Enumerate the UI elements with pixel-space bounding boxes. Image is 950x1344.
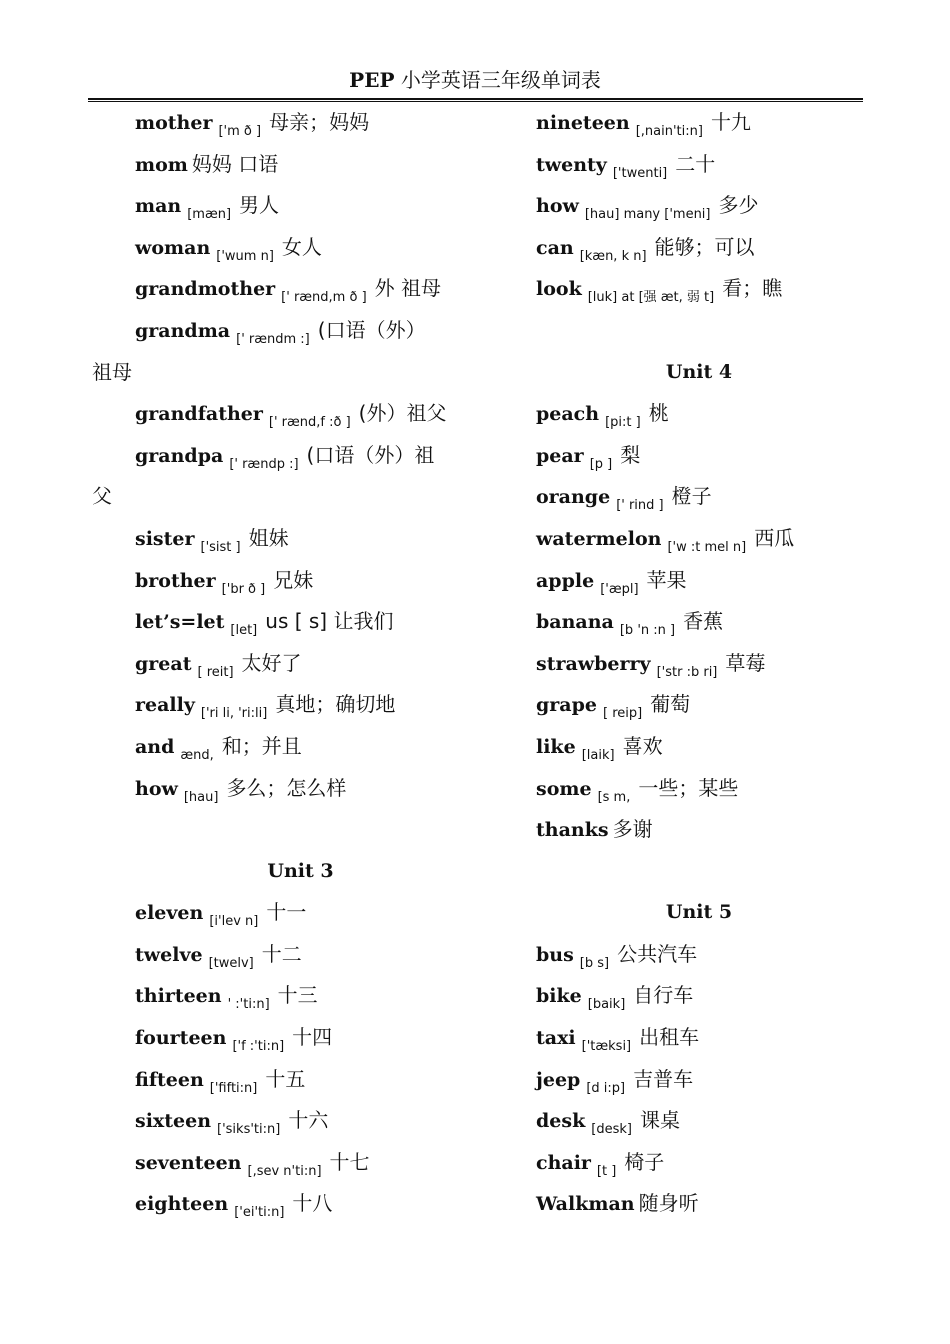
vocab-phonetic: [p ] (589, 456, 613, 472)
vocab-meaning: 多少 (718, 193, 759, 218)
vocab-word: seventeen (135, 1151, 242, 1174)
vocab-entry (489, 726, 869, 768)
vocab-phonetic: ['ei'ti:n] (234, 1205, 285, 1221)
vocab-entry (88, 726, 473, 768)
vocab-word: grandfather (135, 403, 263, 426)
vocab-phonetic: [b 'n :n ] (619, 623, 676, 639)
vocab-phonetic: [s m, (597, 789, 631, 805)
vocab-word: strawberry (536, 652, 651, 675)
vocab-meaning: 梨 (620, 442, 641, 467)
vocab-phonetic: [' rænd,m ð ] (281, 290, 367, 306)
vocab-list-unit-5 (489, 934, 869, 1225)
vocab-phonetic: [twelv] (208, 955, 254, 971)
vocab-meaning: 十七 (329, 1149, 370, 1174)
vocab-word: let’s=let (135, 611, 225, 634)
vocab-entry (489, 102, 869, 144)
vocab-list-left (88, 102, 473, 809)
vocab-meaning: 太好了 (241, 650, 302, 675)
vocab-meaning: 男人 (239, 193, 280, 218)
vocab-entry (489, 601, 869, 643)
vocab-word: eleven (135, 902, 204, 925)
vocab-phonetic: ['w :t mel n] (667, 539, 747, 555)
vocab-phonetic: ['tæksi] (581, 1039, 632, 1055)
vocab-entry (88, 560, 473, 602)
vocab-list-unit-3 (88, 892, 473, 1225)
vocab-meaning: 看；瞧 (722, 276, 783, 301)
vocab-word: sixteen (135, 1110, 212, 1133)
vocab-meaning: 十九 (710, 110, 751, 134)
vocab-meaning: 多谢 (612, 817, 653, 842)
vocab-entry (88, 393, 473, 435)
vocab-meaning: 椅子 (624, 1149, 665, 1174)
spacer (88, 809, 473, 851)
vocab-meaning: 兄妹 (273, 567, 314, 592)
vocab-phonetic: ' :'ti:n] (227, 997, 270, 1013)
vocab-entry (489, 643, 869, 685)
vocab-entry (489, 1142, 869, 1184)
vocab-entry (88, 144, 473, 186)
vocab-list-right (489, 102, 869, 310)
vocab-entry (489, 809, 869, 851)
vocab-meaning: 十三 (277, 983, 318, 1008)
vocab-phonetic: [baik] (587, 997, 626, 1013)
vocab-entry (489, 768, 869, 810)
vocab-meaning: 十二 (261, 941, 302, 966)
vocab-entry (88, 268, 473, 310)
vocab-word: taxi (536, 1027, 576, 1050)
vocab-entry (489, 435, 869, 477)
vocab-entry (489, 393, 869, 435)
vocab-meaning: 和；并且 (221, 733, 302, 758)
vocab-phonetic: ['br ð ] (221, 581, 266, 597)
vocab-phonetic: [desk] (591, 1122, 632, 1138)
vocab-word: and (135, 735, 175, 758)
vocab-phonetic: ['fifti:n] (209, 1080, 258, 1096)
vocab-meaning: 吉普车 (633, 1066, 694, 1091)
vocab-word: twelve (135, 943, 203, 966)
vocab-entry (489, 144, 869, 186)
vocab-meaning: 橙子 (671, 484, 712, 509)
vocab-entry (88, 975, 473, 1017)
vocab-word: fifteen (135, 1068, 204, 1091)
vocab-phonetic: ['æpl] (600, 581, 639, 597)
vocab-list-unit-4 (489, 393, 869, 851)
vocab-phonetic: [mæn] (187, 207, 232, 223)
vocab-phonetic: [' rændm :] (236, 331, 310, 347)
vocab-word: Walkman (536, 1193, 635, 1216)
vocab-meaning-continued: 祖母 (92, 359, 132, 384)
vocab-phonetic: [d i:p] (586, 1080, 626, 1096)
vocab-phonetic: ['sist ] (200, 539, 241, 555)
vocab-phonetic: [ reip] (602, 706, 643, 722)
vocab-entry (88, 1183, 473, 1225)
vocab-entry (88, 102, 473, 144)
vocab-word: great (135, 652, 192, 675)
vocab-word: pear (536, 444, 584, 467)
vocab-entry (88, 892, 473, 934)
vocab-entry (88, 185, 473, 227)
vocab-entry (489, 518, 869, 560)
vocab-phonetic: [i'lev n] (209, 914, 259, 930)
vocab-phonetic: [' rind ] (616, 498, 664, 514)
vocab-entry (489, 934, 869, 976)
vocab-entry (88, 768, 473, 810)
vocab-meaning: 桃 (648, 401, 669, 426)
vocab-entry (489, 1183, 869, 1225)
vocab-word: how (536, 195, 579, 218)
vocab-word: banana (536, 611, 614, 634)
vocab-entry (88, 934, 473, 976)
vocab-word: nineteen (536, 112, 630, 134)
vocab-word: chair (536, 1151, 591, 1174)
vocab-phonetic: [t ] (596, 1163, 617, 1179)
vocab-meaning-continued: 父 (92, 484, 112, 509)
spacer (489, 310, 869, 352)
vocab-phonetic: [,sev n'ti:n] (247, 1163, 322, 1179)
vocab-meaning: 一些；某些 (638, 775, 739, 800)
vocab-word: desk (536, 1110, 586, 1133)
page-title-en: PEP (349, 68, 395, 92)
vocab-phonetic: ['str :b ri] (656, 664, 718, 680)
vocab-word: jeep (536, 1068, 581, 1091)
vocab-meaning: 葡萄 (650, 692, 691, 717)
vocab-word: watermelon (536, 527, 662, 550)
vocab-meaning: 自行车 (633, 983, 694, 1008)
vocab-word: sister (135, 527, 195, 550)
right-column (489, 102, 869, 1225)
vocab-entry (489, 1059, 869, 1101)
vocab-meaning: 妈妈 口语 (191, 151, 279, 176)
vocab-phonetic: ['ri li, 'ri:li] (200, 706, 268, 722)
vocab-entry (489, 684, 869, 726)
vocab-entry (88, 1142, 473, 1184)
vocab-word: grandma (135, 319, 231, 342)
vocab-phonetic: [b s] (579, 955, 610, 971)
vocab-entry (88, 310, 473, 352)
vocab-meaning: us [ s] 让我们 (265, 609, 394, 634)
vocab-phonetic: [hau] many ['meni] (584, 207, 711, 223)
left-column (88, 102, 473, 1225)
vocab-phonetic: [,nain'ti:n] (635, 124, 703, 139)
vocab-entry (88, 518, 473, 560)
vocab-meaning: 母亲；妈妈 (269, 110, 370, 134)
vocab-word: some (536, 777, 592, 800)
vocab-word: brother (135, 569, 216, 592)
vocab-phonetic: [luk] at [强 æt, 弱 t] (587, 290, 715, 306)
vocab-word: like (536, 735, 576, 758)
vocab-entry (88, 684, 473, 726)
vocab-word: mother (135, 112, 213, 134)
vocab-meaning: 公共汽车 (617, 941, 698, 966)
vocab-phonetic: ['m ð ] (218, 124, 262, 139)
vocab-meaning: 西瓜 (754, 525, 795, 550)
vocab-phonetic: ['f :'ti:n] (232, 1039, 285, 1055)
vocab-meaning: 十一 (266, 900, 307, 925)
vocab-meaning: 十八 (292, 1191, 333, 1216)
vocab-word: orange (536, 486, 611, 509)
vocab-phonetic: ['siks'ti:n] (217, 1122, 281, 1138)
vocab-entry (489, 1100, 869, 1142)
vocab-entry (489, 227, 869, 269)
vocab-meaning: 喜欢 (622, 733, 663, 758)
vocab-phonetic: [' rænd,f :ð ] (268, 415, 351, 431)
vocab-phonetic: [' rændp :] (229, 456, 299, 472)
vocab-word: look (536, 278, 582, 301)
vocab-meaning: 十四 (292, 1025, 333, 1050)
vocab-word: mom (135, 153, 188, 176)
vocab-meaning: (外）祖父 (358, 401, 447, 426)
page-title (0, 64, 950, 93)
vocab-meaning: (口语（外）祖 (306, 442, 435, 467)
vocab-phonetic: [hau] (183, 789, 219, 805)
unit-5-heading: Unit 5 (665, 901, 733, 924)
vocab-phonetic: ['wum n] (216, 248, 274, 264)
vocab-word: thanks (536, 819, 609, 842)
vocab-word: bus (536, 943, 574, 966)
vocab-meaning: 女人 (281, 234, 322, 259)
vocab-meaning: 十六 (288, 1108, 329, 1133)
vocab-entry (489, 1017, 869, 1059)
header-divider (88, 98, 863, 100)
vocab-word: how (135, 777, 178, 800)
vocab-word: grandpa (135, 444, 224, 467)
vocab-phonetic: [kæn, k n] (579, 248, 647, 264)
vocab-meaning: 草莓 (725, 650, 766, 675)
vocab-meaning: 出租车 (639, 1025, 700, 1050)
vocab-meaning: 随身听 (638, 1191, 699, 1216)
vocab-entry (88, 643, 473, 685)
page-title-cn: 小学英语三年级单词表 (400, 68, 601, 92)
vocab-meaning: 能够；可以 (654, 234, 755, 259)
vocab-phonetic: [pi:t ] (605, 415, 641, 431)
vocab-phonetic: ænd, (180, 747, 214, 763)
vocab-phonetic: [ reit] (197, 664, 234, 680)
vocab-entry (88, 601, 473, 643)
vocab-phonetic: [let] (230, 623, 258, 639)
unit-4-heading: Unit 4 (665, 360, 733, 383)
vocab-word: woman (135, 236, 211, 259)
vocab-word: twenty (536, 153, 607, 176)
vocab-meaning: 姐妹 (248, 525, 289, 550)
vocab-phonetic: [laik] (581, 747, 615, 763)
vocab-meaning: (口语（外） (317, 317, 426, 342)
vocab-entry (489, 268, 869, 310)
vocab-word: thirteen (135, 985, 222, 1008)
vocab-meaning: 外 祖母 (374, 276, 441, 301)
vocab-meaning: 二十 (675, 151, 716, 176)
vocab-word: apple (536, 569, 595, 592)
vocab-word: grandmother (135, 278, 276, 301)
vocab-word: man (135, 195, 182, 218)
spacer (489, 851, 869, 893)
vocab-word: peach (536, 403, 600, 426)
vocab-word: can (536, 236, 574, 259)
vocab-entry (88, 1017, 473, 1059)
vocab-entry (489, 476, 869, 518)
vocab-entry (489, 560, 869, 602)
vocab-meaning: 真地；确切地 (275, 692, 396, 717)
vocab-entry (88, 1059, 473, 1101)
vocab-meaning: 多么；怎么样 (226, 775, 347, 800)
unit-3-heading: Unit 3 (267, 859, 334, 882)
vocab-meaning: 香蕉 (683, 609, 724, 634)
vocab-word: fourteen (135, 1027, 227, 1050)
vocab-entry (88, 227, 473, 269)
vocab-entry (88, 435, 473, 477)
vocab-meaning: 苹果 (646, 567, 687, 592)
vocab-entry (88, 1100, 473, 1142)
vocab-word: bike (536, 985, 582, 1008)
vocab-word: eighteen (135, 1193, 229, 1216)
vocab-word: really (135, 694, 195, 717)
vocab-meaning: 十五 (265, 1066, 306, 1091)
vocab-entry (489, 185, 869, 227)
vocab-meaning: 课桌 (639, 1108, 680, 1133)
vocab-word: grape (536, 694, 597, 717)
vocab-entry (489, 975, 869, 1017)
vocab-phonetic: ['twenti] (612, 165, 668, 181)
